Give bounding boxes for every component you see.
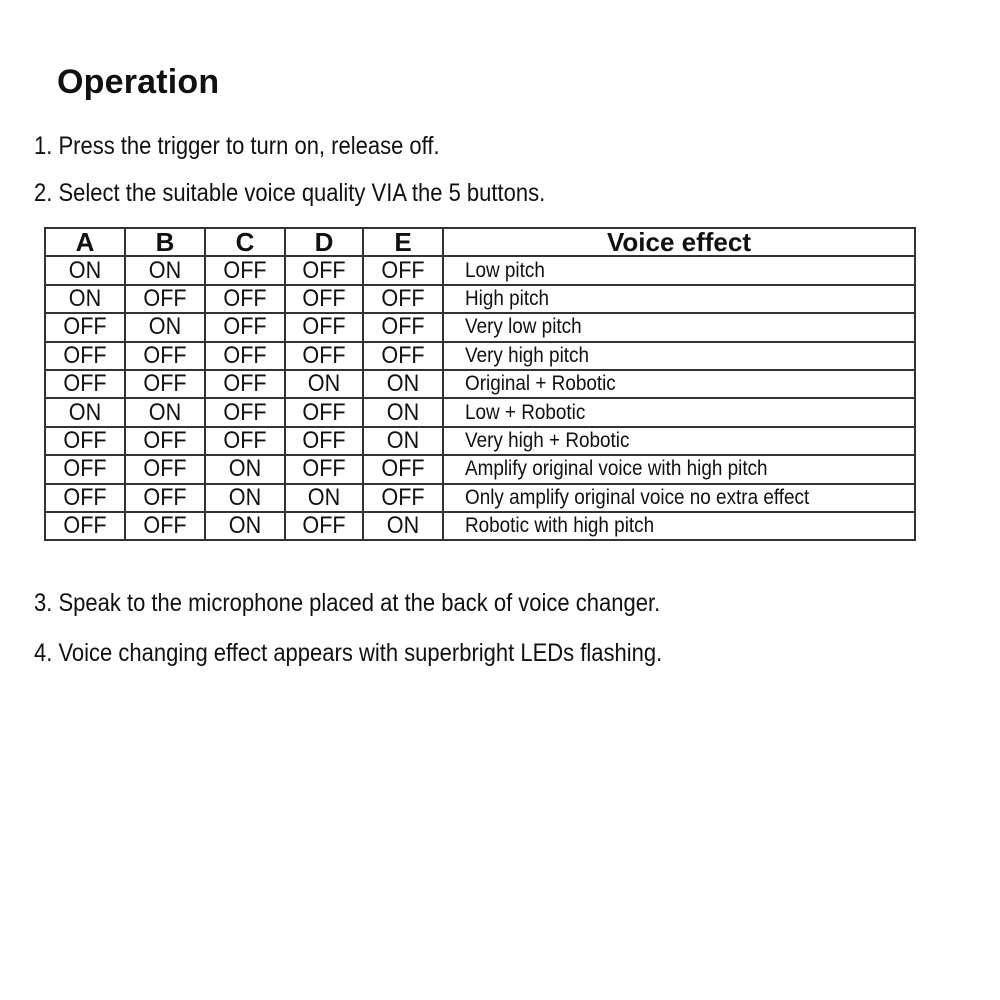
switch-d-cell bbox=[285, 256, 363, 284]
switch-e-cell bbox=[363, 512, 443, 540]
voice-effect-label: High pitch bbox=[465, 286, 550, 310]
switch-state: OFF bbox=[381, 341, 425, 369]
switch-c-cell bbox=[205, 285, 285, 313]
switch-c-cell bbox=[205, 455, 285, 483]
switch-b-cell bbox=[125, 427, 205, 455]
switch-state: ON bbox=[228, 455, 262, 483]
switch-state: OFF bbox=[302, 256, 346, 284]
table-row bbox=[45, 285, 915, 313]
switch-state: OFF bbox=[381, 313, 425, 341]
switch-state: ON bbox=[68, 398, 102, 426]
switch-state: OFF bbox=[63, 370, 107, 398]
voice-effect-cell bbox=[443, 484, 915, 512]
switch-b-cell bbox=[125, 370, 205, 398]
header-button-b: B bbox=[125, 228, 205, 256]
step-4-text: 4. Voice changing effect appears with superbright LEDs flashing. bbox=[34, 639, 663, 667]
switch-state: OFF bbox=[143, 455, 187, 483]
switch-state: OFF bbox=[143, 341, 187, 369]
switch-c-cell bbox=[205, 370, 285, 398]
table-row bbox=[45, 313, 915, 341]
table-row bbox=[45, 342, 915, 370]
switch-state: OFF bbox=[223, 256, 267, 284]
switch-a-cell bbox=[45, 285, 125, 313]
switch-state: OFF bbox=[63, 341, 107, 369]
switch-state: ON bbox=[148, 256, 182, 284]
switch-e-cell bbox=[363, 370, 443, 398]
switch-a-cell bbox=[45, 512, 125, 540]
switch-state: OFF bbox=[63, 512, 107, 540]
switch-c-cell bbox=[205, 313, 285, 341]
table-row bbox=[45, 370, 915, 398]
switch-e-cell bbox=[363, 484, 443, 512]
switch-d-cell bbox=[285, 427, 363, 455]
switch-c-cell bbox=[205, 398, 285, 426]
header-voice-effect: Voice effect bbox=[443, 228, 915, 256]
switch-state: OFF bbox=[302, 512, 346, 540]
switch-state: OFF bbox=[143, 284, 187, 312]
table-row bbox=[45, 256, 915, 284]
switch-a-cell bbox=[45, 455, 125, 483]
voice-effect-cell bbox=[443, 455, 915, 483]
switch-state: OFF bbox=[302, 313, 346, 341]
switch-d-cell bbox=[285, 370, 363, 398]
voice-effect-label: Robotic with high pitch bbox=[465, 514, 655, 538]
switch-d-cell bbox=[285, 484, 363, 512]
table-row bbox=[45, 484, 915, 512]
switch-e-cell bbox=[363, 313, 443, 341]
switch-state: OFF bbox=[143, 370, 187, 398]
switch-state: OFF bbox=[302, 398, 346, 426]
voice-effect-label: Very high + Robotic bbox=[465, 428, 630, 452]
switch-c-cell bbox=[205, 427, 285, 455]
switch-state: OFF bbox=[302, 284, 346, 312]
switch-a-cell bbox=[45, 313, 125, 341]
switch-state: ON bbox=[386, 370, 420, 398]
switch-d-cell bbox=[285, 342, 363, 370]
switch-state: ON bbox=[307, 370, 341, 398]
voice-effect-cell bbox=[443, 512, 915, 540]
switch-e-cell bbox=[363, 342, 443, 370]
header-button-e: E bbox=[363, 228, 443, 256]
table-row bbox=[45, 455, 915, 483]
switch-state: OFF bbox=[223, 426, 267, 454]
voice-effect-cell bbox=[443, 370, 915, 398]
table-header-row bbox=[45, 228, 915, 256]
switch-state: OFF bbox=[63, 483, 107, 511]
switch-state: OFF bbox=[223, 341, 267, 369]
step-3-text: 3. Speak to the microphone placed at the back of voice changer. bbox=[34, 589, 661, 617]
switch-b-cell bbox=[125, 398, 205, 426]
switch-e-cell bbox=[363, 427, 443, 455]
switch-state: OFF bbox=[302, 426, 346, 454]
switch-b-cell bbox=[125, 455, 205, 483]
switch-e-cell bbox=[363, 398, 443, 426]
table-row bbox=[45, 427, 915, 455]
voice-effect-label: Very low pitch bbox=[465, 315, 582, 339]
voice-effect-label: Low pitch bbox=[465, 258, 545, 282]
switch-state: OFF bbox=[63, 313, 107, 341]
voice-effect-table bbox=[44, 227, 916, 541]
switch-a-cell bbox=[45, 256, 125, 284]
voice-effect-label: Low + Robotic bbox=[465, 400, 586, 424]
switch-state: ON bbox=[148, 313, 182, 341]
switch-c-cell bbox=[205, 256, 285, 284]
switch-state: OFF bbox=[223, 398, 267, 426]
switch-b-cell bbox=[125, 256, 205, 284]
switch-c-cell bbox=[205, 342, 285, 370]
switch-e-cell bbox=[363, 256, 443, 284]
switch-state: OFF bbox=[381, 284, 425, 312]
switch-a-cell bbox=[45, 370, 125, 398]
switch-state: ON bbox=[307, 483, 341, 511]
voice-effect-label: Original + Robotic bbox=[465, 372, 616, 396]
switch-b-cell bbox=[125, 484, 205, 512]
switch-b-cell bbox=[125, 512, 205, 540]
switch-state: ON bbox=[148, 398, 182, 426]
voice-effect-cell bbox=[443, 398, 915, 426]
switch-d-cell bbox=[285, 285, 363, 313]
switch-state: OFF bbox=[381, 256, 425, 284]
voice-effect-cell bbox=[443, 285, 915, 313]
switch-a-cell bbox=[45, 398, 125, 426]
step-1-text: 1. Press the trigger to turn on, release off. bbox=[34, 132, 440, 160]
switch-c-cell bbox=[205, 512, 285, 540]
table-body bbox=[45, 256, 915, 540]
switch-state: OFF bbox=[223, 313, 267, 341]
switch-state: OFF bbox=[143, 512, 187, 540]
switch-e-cell bbox=[363, 455, 443, 483]
switch-e-cell bbox=[363, 285, 443, 313]
switch-b-cell bbox=[125, 285, 205, 313]
switch-a-cell bbox=[45, 484, 125, 512]
voice-effect-cell bbox=[443, 342, 915, 370]
switch-state: OFF bbox=[381, 483, 425, 511]
header-button-a: A bbox=[45, 228, 125, 256]
switch-b-cell bbox=[125, 313, 205, 341]
table-row bbox=[45, 398, 915, 426]
table-row bbox=[45, 512, 915, 540]
page-title: Operation bbox=[57, 63, 220, 101]
step-2-text: 2. Select the suitable voice quality VIA the 5 buttons. bbox=[34, 179, 546, 207]
switch-a-cell bbox=[45, 427, 125, 455]
switch-state: ON bbox=[68, 284, 102, 312]
switch-state: OFF bbox=[63, 455, 107, 483]
switch-state: ON bbox=[386, 426, 420, 454]
switch-state: ON bbox=[228, 483, 262, 511]
switch-state: OFF bbox=[223, 284, 267, 312]
voice-effect-label: Only amplify original voice no extra effect bbox=[465, 485, 810, 509]
voice-effect-label: Amplify original voice with high pitch bbox=[465, 457, 768, 481]
switch-state: OFF bbox=[302, 341, 346, 369]
switch-d-cell bbox=[285, 455, 363, 483]
switch-state: ON bbox=[386, 512, 420, 540]
voice-effect-cell bbox=[443, 256, 915, 284]
switch-d-cell bbox=[285, 313, 363, 341]
voice-effect-cell bbox=[443, 427, 915, 455]
voice-effect-label: Very high pitch bbox=[465, 343, 589, 367]
switch-b-cell bbox=[125, 342, 205, 370]
switch-state: OFF bbox=[143, 483, 187, 511]
switch-d-cell bbox=[285, 512, 363, 540]
switch-state: OFF bbox=[223, 370, 267, 398]
switch-state: ON bbox=[228, 512, 262, 540]
switch-state: OFF bbox=[381, 455, 425, 483]
switch-state: ON bbox=[386, 398, 420, 426]
header-button-c: C bbox=[205, 228, 285, 256]
switch-state: ON bbox=[68, 256, 102, 284]
switch-a-cell bbox=[45, 342, 125, 370]
switch-c-cell bbox=[205, 484, 285, 512]
voice-effect-cell bbox=[443, 313, 915, 341]
switch-state: OFF bbox=[63, 426, 107, 454]
header-button-d: D bbox=[285, 228, 363, 256]
switch-state: OFF bbox=[302, 455, 346, 483]
switch-d-cell bbox=[285, 398, 363, 426]
switch-state: OFF bbox=[143, 426, 187, 454]
